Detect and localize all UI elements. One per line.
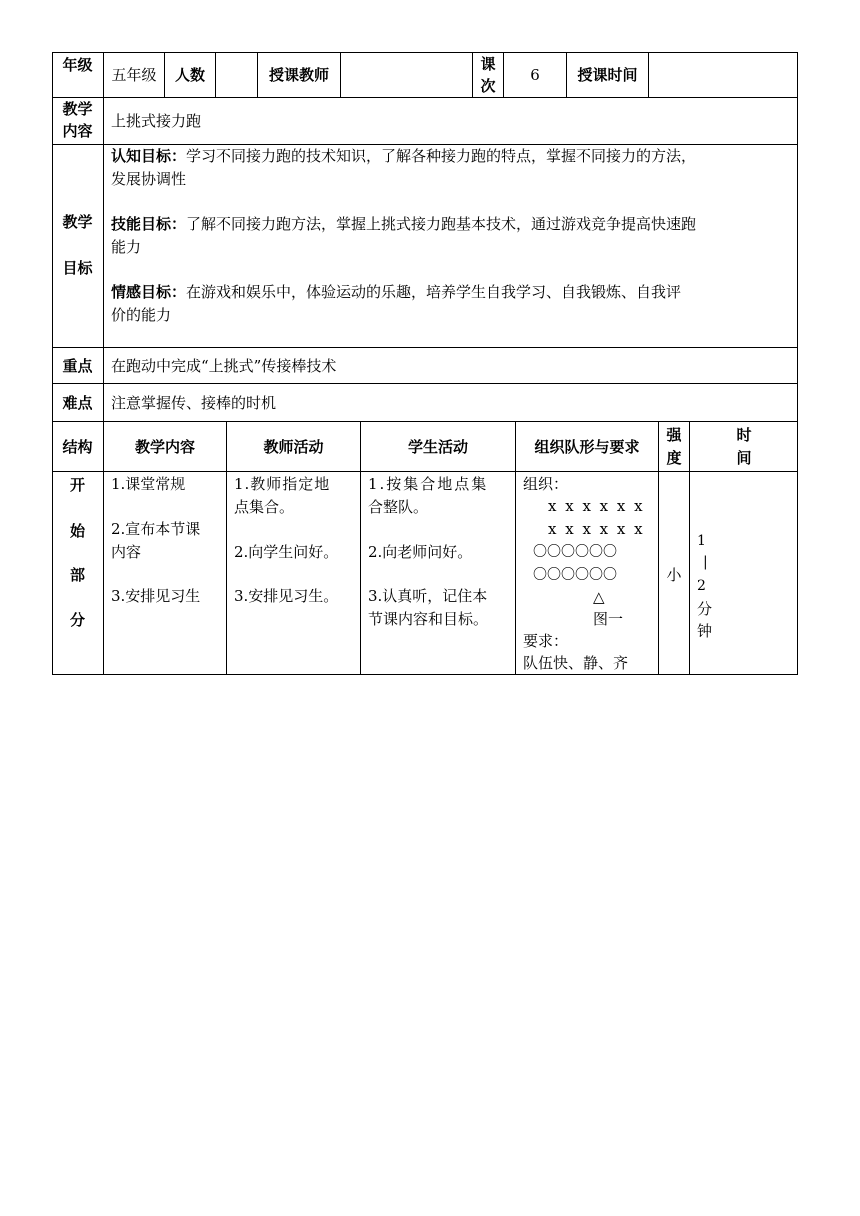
org-row-3: 〇〇〇〇〇〇 [533,544,617,560]
student-item-3b: 节课内容和目标。 [368,610,489,628]
col-divider [515,421,516,675]
row-divider [52,347,798,348]
student-item-3a: 3.认真听，记住本 [368,587,488,605]
col-divider [340,52,341,97]
structure-char: 部 [69,566,85,584]
difficulty-value: 注意掌握传、接棒的时机 [111,394,277,412]
intensity-value: 小 [666,566,682,584]
lesson-value: 6 [530,66,540,84]
col-divider [103,52,104,675]
org-label: 组织： [523,475,569,493]
col-student-activity: 学生活动 [407,438,468,456]
time-unit-1: 分 [697,600,713,618]
content-item-3: 3.安排见习生 [111,587,201,605]
row-divider [52,97,798,98]
key-point-label: 重点 [62,357,93,375]
structure-char: 始 [69,522,85,540]
row-divider [52,383,798,384]
teacher-item-1a: 1.教师指定地 [234,475,331,493]
teacher-item-2: 2.向学生问好。 [234,543,339,561]
col-divider [648,52,649,97]
org-figure: 图一 [593,610,624,628]
key-point-value: 在跑动中完成“上挑式”传接棒技术 [111,357,337,375]
content-item-1: 1.课堂常规 [111,475,186,493]
affective-objective [111,281,681,304]
teacher-item-1b: 点集合。 [234,498,295,516]
count-label: 人数 [174,66,205,84]
student-item-1b: 合整队。 [368,498,429,516]
student-item-2: 2.向老师问好。 [368,543,473,561]
grade-label: 年级 [62,56,93,74]
content-item-2b: 内容 [111,543,142,561]
col-divider [360,421,361,675]
row-divider [52,421,798,422]
teacher-label: 授课教师 [268,66,329,84]
org-row-1: x x x x x x [548,497,645,515]
skill-text-2: 能力 [111,238,142,256]
affective-text-2: 价的能力 [111,306,172,324]
req-label: 要求： [523,632,569,650]
objectives-label-2: 目标 [62,259,93,277]
col-structure: 结构 [62,438,93,456]
row-divider [52,471,798,472]
time-value-2: 2 [697,578,706,594]
teacher-item-3: 3.安排见习生。 [234,587,339,605]
cognitive-objective [111,145,696,168]
col-intensity-1: 强 [666,426,682,444]
time-unit-2: 钟 [697,622,713,640]
time-label: 授课时间 [577,66,638,84]
difficulty-label: 难点 [62,394,93,412]
cognitive-text-2: 发展协调性 [111,170,187,188]
org-row-2: x x x x x x [548,520,645,538]
lesson-label-2: 次 [480,77,496,95]
skill-text: 了解不同接力跑方法，掌握上挑式接力跑基本技术，通过游戏竞争提高快速跑 [186,215,697,233]
col-time-2: 间 [736,449,752,467]
org-row-4: 〇〇〇〇〇〇 [533,567,617,583]
content-value: 上挑式接力跑 [111,112,202,130]
affective-text: 在游戏和娱乐中，体验运动的乐趣，培养学生自我学习、自我锻炼、自我评 [186,283,682,301]
structure-char: 开 [69,476,85,494]
col-divider [215,52,216,97]
structure-char: 分 [69,611,85,629]
cognitive-text: 学习不同接力跑的技术知识，了解各种接力跑的特点，掌握不同接力的方法， [186,147,697,165]
req-text: 队伍快、静、齐 [523,654,629,672]
col-teaching-content: 教学内容 [134,438,195,456]
affective-label: 情感目标： [111,283,187,301]
student-item-1a: 1.按集合地点集 [368,475,489,493]
objectives-label-1: 教学 [62,213,93,231]
skill-objective [111,213,696,236]
grade-value: 五年级 [111,66,157,84]
time-dash: | [703,554,708,570]
content-label-1: 教学 [62,100,93,118]
col-intensity-2: 度 [666,449,682,467]
content-label-2: 内容 [62,122,93,140]
col-time-1: 时 [736,426,752,444]
col-organization: 组织队形与要求 [534,438,640,456]
col-teacher-activity: 教师活动 [263,438,324,456]
skill-label: 技能目标： [111,215,187,233]
col-divider [226,421,227,675]
time-value-1: 1 [697,533,706,549]
content-item-2a: 2.宣布本节课 [111,520,201,538]
org-triangle: △ [593,588,605,606]
cognitive-label: 认知目标： [111,147,187,165]
lesson-label-1: 课 [480,55,496,73]
